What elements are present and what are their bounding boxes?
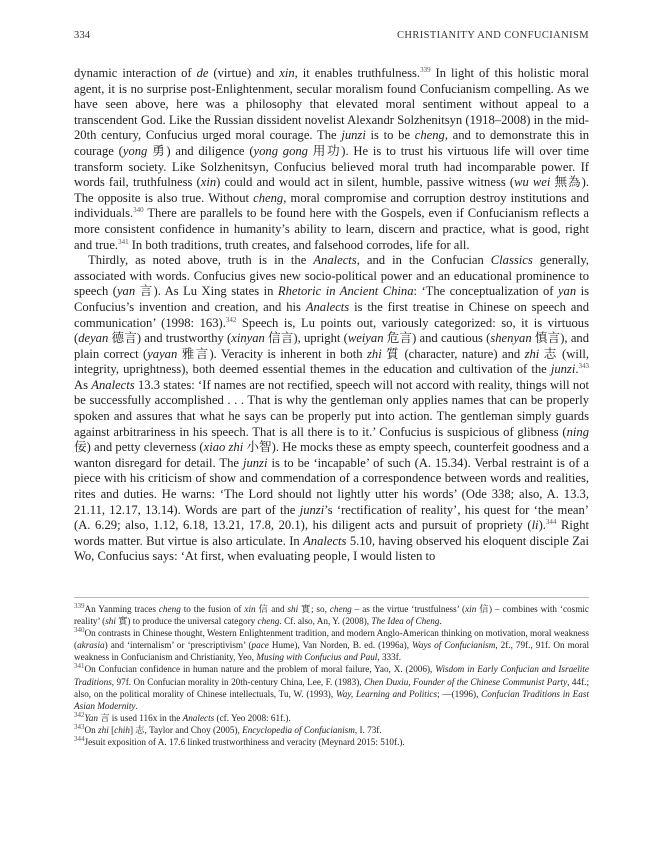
text-run: As (74, 377, 92, 392)
text-run: 質 (character, nature) and (381, 346, 525, 361)
text-run: 用功). He is to trust his virtuous life will over time transform society. Like Solzhenitsyn, Confucius believed moral truth had incomparable power. If words fail, truthfulness ( (74, 143, 589, 190)
italic-term: akrasia (77, 640, 105, 651)
body-paragraph-2 (74, 253, 589, 565)
footnote-marker: 340 (74, 626, 85, 635)
text-run: There are parallels to be found here with the Gospels, even if Confucianism reflects a more consistent confidence in humanity’s ability to learn, discern and practice, what is good, right and true. (74, 206, 589, 252)
italic-term: chih (114, 724, 130, 735)
italic-term: cheng (158, 604, 181, 614)
text-run: , I. 73f. (354, 724, 382, 735)
italic-term: Classics (490, 253, 533, 268)
italic-term: cheng (329, 604, 352, 614)
text-run: 言 is used 116x in the (97, 712, 183, 723)
text-run: 信言), upright ( (264, 331, 348, 346)
text-run: . Cf. also, An, Y. (2008), (279, 616, 372, 627)
footnote-marker: 341 (74, 662, 85, 671)
text-run: 言). As Lu Xing states in (135, 284, 278, 299)
footnote-340 (74, 627, 589, 663)
italic-term: The Idea of Cheng (371, 616, 440, 627)
text-run: 信 and (255, 604, 288, 614)
italic-term: xin (200, 175, 217, 190)
italic-term: xin (465, 604, 477, 614)
text-run: – as the virtue ‘trustfulness’ ( (351, 604, 466, 614)
page-number: 334 (74, 30, 91, 41)
italic-term: de (196, 66, 209, 80)
footnote-343 (74, 724, 589, 736)
italic-term: shi (287, 604, 299, 614)
italic-term: junzi (299, 502, 325, 517)
footnote-marker: 342 (225, 315, 237, 324)
running-head-title: CHRISTIANITY AND CONFUCIANISM (396, 30, 589, 41)
text-run: is to be (365, 128, 415, 143)
text-run: 小智). He mocks these as empty speech, counterfeit goodness and a wanton disregard for detail. The (74, 440, 589, 470)
italic-term: Encyclopedia of Confucianism (242, 724, 355, 735)
italic-term: Way, Learning and Politics (335, 688, 438, 699)
text-run: is to be ‘incapable’ of such (A. 15.34). Verbal restraint is of a piece with his criticism of show and commendation of a correspondence between words and realities, rites and duties. He warns: ‘The Lord should not lightly utter his words’ (Ode 338; also, A. 13.3, 21.11, 12.17, 13.14). Words are part of the (74, 455, 589, 517)
italic-term: junzi (341, 128, 366, 143)
italic-term: yan (557, 284, 577, 299)
text-run: , and in the Confucian (356, 253, 491, 268)
text-run: 志 (will, integrity, uprightness), both deemed essential themes in the education and cultivation of the (74, 346, 589, 377)
italic-term: junzi (550, 362, 576, 377)
footnote-marker: 344 (545, 518, 557, 527)
footnote-marker: 339 (420, 65, 431, 74)
text-run: On (84, 724, 99, 735)
footnote-344 (74, 736, 589, 748)
footnote-341 (74, 663, 589, 711)
italic-term: xin (244, 604, 256, 614)
text-run: Thirdly, as noted above, truth is in the (88, 253, 314, 268)
text-run: 13.3 states: ‘If names are not rectified, speech will not accord with reality, things will not be successfully accomplished . . . That is why the gentleman only applies names that can be properly spoken and assures that what he says can be properly put into action. The gentleman simply guards against arbitrariness in his speech. That is all there is to it.’ Confucius is suspicious of glibness ( (74, 377, 589, 439)
text-run: In light of this holistic moral agent, it is no surprise post-Enlightenment, secular moralism found Confucianism compelling. As we have seen above, here was a philosophy that elevated moral sentiment without appeal to a transcendent God. Like the Russian dissident novelist Alexandr Solzhenitsyn (1918–2008) in the mid-20th century, Confucius urged moral courage. The (74, 66, 590, 143)
text-run: , 333f. (377, 652, 402, 663)
italic-term: yan (116, 284, 136, 299)
italic-term: zhi (524, 346, 540, 361)
footnote-marker: 339 (74, 601, 85, 610)
text-run: 勇) and diligence ( (147, 143, 254, 158)
text-run: 無為). The opposite is also true. Without (74, 175, 589, 205)
text-run: 佞) and petty cleverness ( (74, 440, 204, 455)
italic-term: zhi (98, 724, 109, 735)
text-run: (virtue) and (208, 66, 280, 80)
text-run: Jesuit exposition of A. 17.6 linked trustworthiness and veracity (Meynard 2015: 510f.). (84, 737, 405, 748)
footnote-marker: 343 (74, 722, 85, 731)
italic-term: Analects (182, 712, 215, 723)
footnote-marker: 340 (133, 206, 144, 215)
text-run: ; —(1996), (437, 688, 482, 699)
italic-term: xinyan (231, 331, 265, 346)
italic-term: yong gong (253, 143, 308, 158)
text-run: . (439, 616, 442, 627)
text-run: Hume), Van Norden, B. ed. (1996a), (268, 640, 413, 651)
text-run: is the first treatise in Chinese on speech and communication’ (1998: 163). (74, 299, 589, 330)
italic-term: cheng (253, 190, 284, 205)
footnote-342 (74, 712, 589, 724)
footnote-separator (74, 597, 589, 598)
text-run: (cf. Yeo 2008: 61f.). (214, 712, 291, 723)
italic-term: weiyan (347, 331, 384, 346)
text-run: , 97f. On Confucian morality in 20th-century China, Lee, F. (1983), (111, 676, 365, 687)
footnote-marker: 343 (578, 362, 589, 371)
italic-term: xin (279, 66, 295, 80)
italic-term: shi (105, 616, 116, 627)
text-run: , moral compromise and corruption destroy institutions and individuals. (74, 190, 589, 221)
italic-term: ning (566, 424, 589, 439)
italic-term: deyan (78, 331, 109, 346)
italic-term: shenyan (490, 331, 532, 346)
text-run: 慎言), and plain correct ( (74, 331, 590, 361)
italic-term: li (531, 518, 539, 533)
text-run: In both traditions, truth creates, and falsehood corrodes, life for all. (128, 237, 470, 252)
footnotes (74, 603, 589, 748)
text-run: Speech is, Lu points out, variously categorized: so, it is virtuous ( (74, 315, 589, 346)
italic-term: yayan (147, 346, 178, 361)
text-run: , 2f., 79f., 91f. On moral weakness in Confucianism and Christianity, Yeo, (74, 640, 590, 663)
text-run: ). (538, 518, 546, 533)
text-run: On contrasts in Chinese thought, Western Enlightenment tradition, and modern Anglo-American thinking on motivation, moral weakness ( (74, 628, 589, 651)
footnote-marker: 342 (74, 710, 85, 719)
text-run: 實) to produce the universal category (115, 616, 258, 627)
italic-term: Wisdom in Early Confucian and Israelite Traditions (74, 664, 589, 687)
footnote-marker: 341 (118, 237, 129, 246)
text-run: 雅言). Veracity is inherent in both (177, 346, 368, 361)
italic-term: Ways of Confucianism (412, 640, 496, 651)
text-run: , 44f.; also, on the political morality of Chinese intellectuals, Tu, W. (1993), (74, 676, 589, 699)
text-run: , and to demonstrate this in courage ( (74, 128, 589, 158)
text-run: : ‘The conceptualization of (413, 284, 558, 299)
text-run: is Confucius’s invention and creation, and his (74, 284, 590, 314)
body-paragraph-1 (74, 66, 589, 253)
text-run: ) could and would act in silent, humble, passive witness ( (216, 175, 515, 190)
text-run: ) and ‘internalism’ or ‘prescriptivism’ ( (104, 640, 252, 651)
italic-term: pace (251, 640, 269, 651)
text-run: . (135, 700, 138, 711)
text-run: 德言) and trustworthy ( (108, 331, 232, 346)
text-run: ’s ‘rectification of reality’, his quest for ‘the mean’ (A. 6.29; also, 1.12, 6.18, 13.21, 17.8, 20.1), his diligent acts and pursuit of propriety ( (74, 502, 589, 533)
text-run: 信) – combines with ‘cosmic reality’ ( (74, 604, 589, 627)
text-run: . (575, 362, 579, 377)
italic-term: Chen Duxiu, Founder of the Chinese Communist Party (364, 676, 568, 687)
footnote-marker: 344 (74, 734, 85, 743)
text-run: ] 志, Taylor and Choy (2005), (129, 724, 243, 735)
main-text (74, 66, 589, 565)
text-run: 實; so, (298, 604, 330, 614)
italic-term: Analects (303, 533, 347, 548)
italic-term: yong (122, 143, 148, 158)
text-run: generally, associated with words. Confucius gives new socio-political power and an educational prominence to speech ( (74, 253, 589, 299)
text-run: An Yanming traces (84, 604, 159, 614)
italic-term: Analects (313, 253, 357, 268)
text-run: 5.10, having observed his eloquent disciple Zai Wo, Confucius says: ‘At first, when evaluating people, I would listen to (74, 533, 589, 564)
italic-term: zhi (367, 346, 382, 361)
text-run: Right words matter. But virtue is also articulate. In (74, 518, 589, 548)
text-run: 危言) and cautious ( (383, 331, 491, 346)
italic-term: cheng (257, 616, 280, 627)
text-run: , it enables truthfulness. (294, 66, 421, 80)
italic-term: wu wei (514, 175, 551, 190)
text-run: [ (108, 724, 115, 735)
italic-term: junzi (242, 455, 268, 470)
italic-term: Rhetoric in Ancient China (277, 284, 414, 299)
italic-term: xiao zhi (203, 440, 244, 455)
italic-term: Analects (91, 377, 135, 392)
text-run: to the fusion of (180, 604, 245, 614)
italic-term: Analects (305, 299, 350, 314)
italic-term: Musing with Confucius and Paul (256, 652, 378, 663)
italic-term: Confucian Traditions in East Asian Modernity (74, 688, 590, 711)
text-run: On Confucian confidence in human nature and the problem of moral failure, Yao, X. (2006), (84, 664, 436, 675)
italic-term: Yan (84, 712, 98, 723)
italic-term: cheng (414, 128, 445, 143)
text-run: dynamic interaction of (74, 66, 197, 80)
footnote-339 (74, 603, 589, 627)
